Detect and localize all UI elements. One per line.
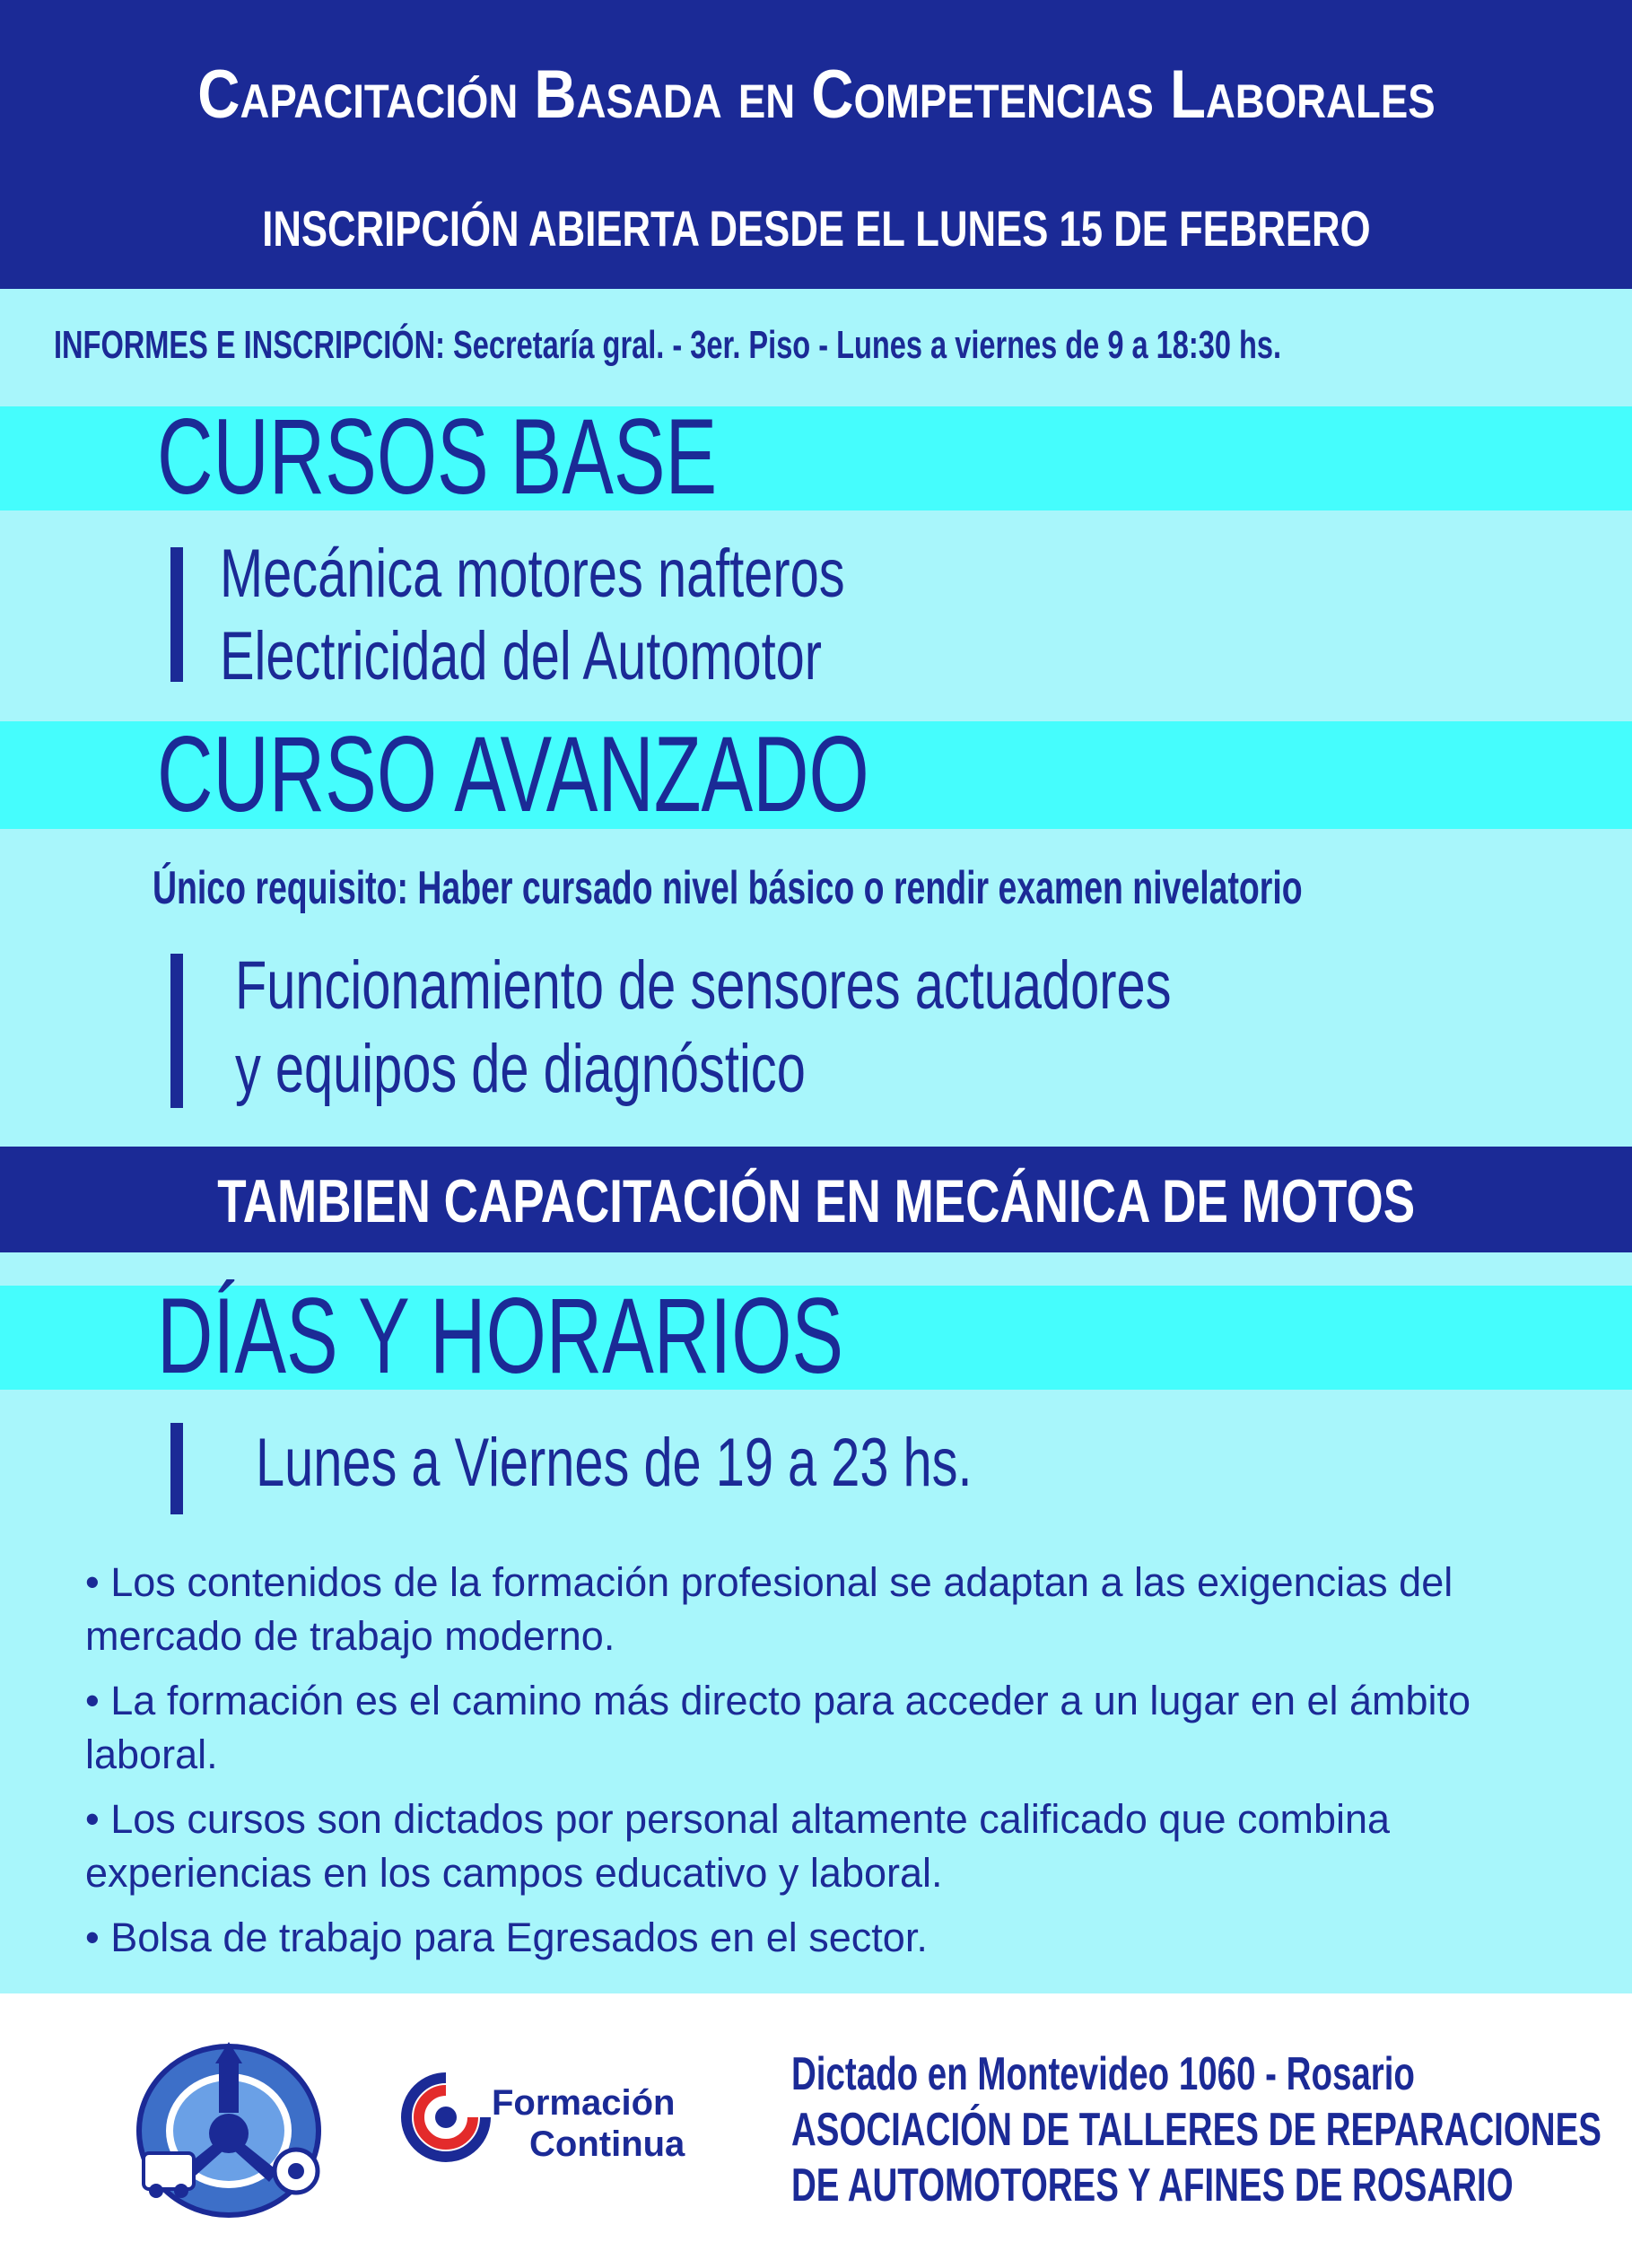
footer-address [791,2047,1632,2101]
dias-title-text: DÍAS Y HORARIOS [157,1276,844,1396]
cursos-base-title-text: CURSOS BASE [157,397,718,517]
info-bullet: • Bolsa de trabajo para Egresados en el sector. [85,1915,928,1960]
continua-logo-text: Continua [529,2124,685,2164]
curso-avanzado-item [235,946,1467,1025]
motos-text: TAMBIEN CAPACITACIÓN EN MECÁNICA DE MOTOS [217,1167,1415,1235]
dias-horario [256,1424,1199,1502]
registration-subtitle-text: INSCRIPCIÓN ABIERTA DESDE EL LUNES 15 DE FEBRERO [261,200,1371,257]
footer-address-text: Dictado en Montevideo 1060 - Rosario [791,2048,1415,2100]
cursos-base-item-text: Electricidad del Automotor [220,618,823,694]
footer-association [791,2159,1632,2212]
informes-text: INFORMES E INSCRIPCIÓN: Secretaría gral. - 3er. Piso - Lunes a viernes de 9 a 18:30 hs. [54,323,1282,367]
curso-avanzado-item-text: Funcionamiento de sensores actuadores [235,947,1172,1024]
footer-association [791,2103,1632,2157]
cursos-base-item [220,617,1012,695]
cursos-base-item-text: Mecánica motores nafteros [220,536,845,612]
requisito-text: Único requisito: Haber cursado nivel básico o rendir examen nivelatorio [153,862,1303,914]
dias-bar [170,1423,183,1514]
footer-association-text: ASOCIACIÓN DE TALLERES DE REPARACIONES [791,2104,1601,2156]
page-title-text: Capacitación Basada en Competencias Laborales [196,57,1436,133]
association-logo [126,2037,332,2225]
formacion-logo-text: Formación [492,2083,676,2123]
registration-subtitle [0,199,1632,257]
motos-line [0,1166,1632,1236]
cursos-base-bar [170,547,183,682]
footer-association-text: DE AUTOMOTORES Y AFINES DE ROSARIO [791,2159,1514,2211]
curso-avanzado-item-text: y equipos de diagnóstico [235,1031,806,1107]
curso-avanzado-title [157,712,1146,836]
formacion-continua-logo-icon [399,2071,493,2165]
cursos-base-title [157,395,935,519]
dias-horario-text: Lunes a Viernes de 19 a 23 hs. [256,1425,973,1501]
dias-title [157,1274,1111,1398]
requisito-line [153,861,1632,915]
info-bullet: • La formación es el camino más directo para acceder a un lugar en el ámbito laboral. [85,1678,1471,1777]
curso-avanzado-item [235,1030,986,1108]
curso-avanzado-bar [170,954,183,1108]
curso-avanzado-title-text: CURSO AVANZADO [157,714,869,834]
page-title [0,56,1632,134]
cursos-base-item [220,535,1043,613]
info-bullet: • Los contenidos de la formación profesional se adaptan a las exigencias del mercado de trabajo moderno. [85,1559,1453,1659]
info-bullet: • Los cursos son dictados por personal altamente calificado que combina experiencias en los campos educativo y laboral. [85,1796,1391,1896]
informes-line [54,323,1632,368]
